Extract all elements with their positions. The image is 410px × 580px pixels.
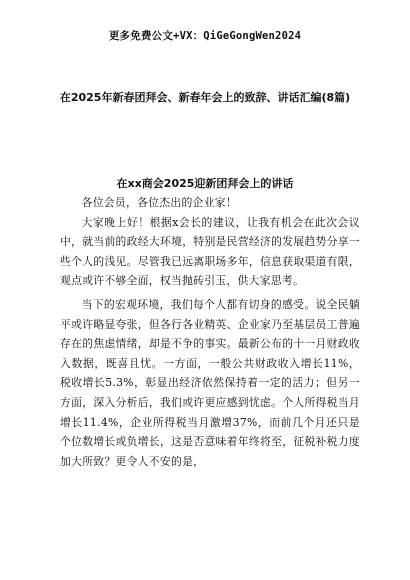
speech-title: 在xx商会2025迎新团拜会上的讲话 xyxy=(116,177,294,190)
body-paragraph-1: 大家晚上好！根据x会长的建议，让我有机会在此次会议中，就当前的政经大环境，特别是民营经济的发展趋势分享一些个人的浅见。尽管我已远离职场多年，信息获取渠道有限，观点或许不够全面，权当抛砖引玉，供大家思考。 xyxy=(60,215,360,288)
promo-header: 更多免费公文+VX：QiGeGongWen2024 xyxy=(108,30,302,42)
body-paragraph-2: 当下的宏观环境，我们每个人都有切身的感受。说全民躺平或许略显夸张，但各行各业精英、企业家乃至基层员工普遍存在的焦虑情绪，却是不争的事实。最新公布的十一月财政收入数据，既喜且忧。一方面，一般公共财政收入增长11%，税收增长5.3%，彰显出经济依然保持着一定的活力；但另一方面，深入分析后，我们或许更应感到忧虑。个人所得税当月增长11.4%，企业所得税当月激增37%，而前几个月还只是个位数增长或负增长，这是否意味着年终将至，征税补税力度加大所致？更令人不安的是， xyxy=(60,297,360,468)
greeting-paragraph: 各位会员，各位杰出的企业家！ xyxy=(81,196,237,209)
document-title: 在2025年新春团拜会、新春年会上的致辞、讲话汇编(8篇) xyxy=(59,91,351,104)
speech-body xyxy=(60,193,360,471)
